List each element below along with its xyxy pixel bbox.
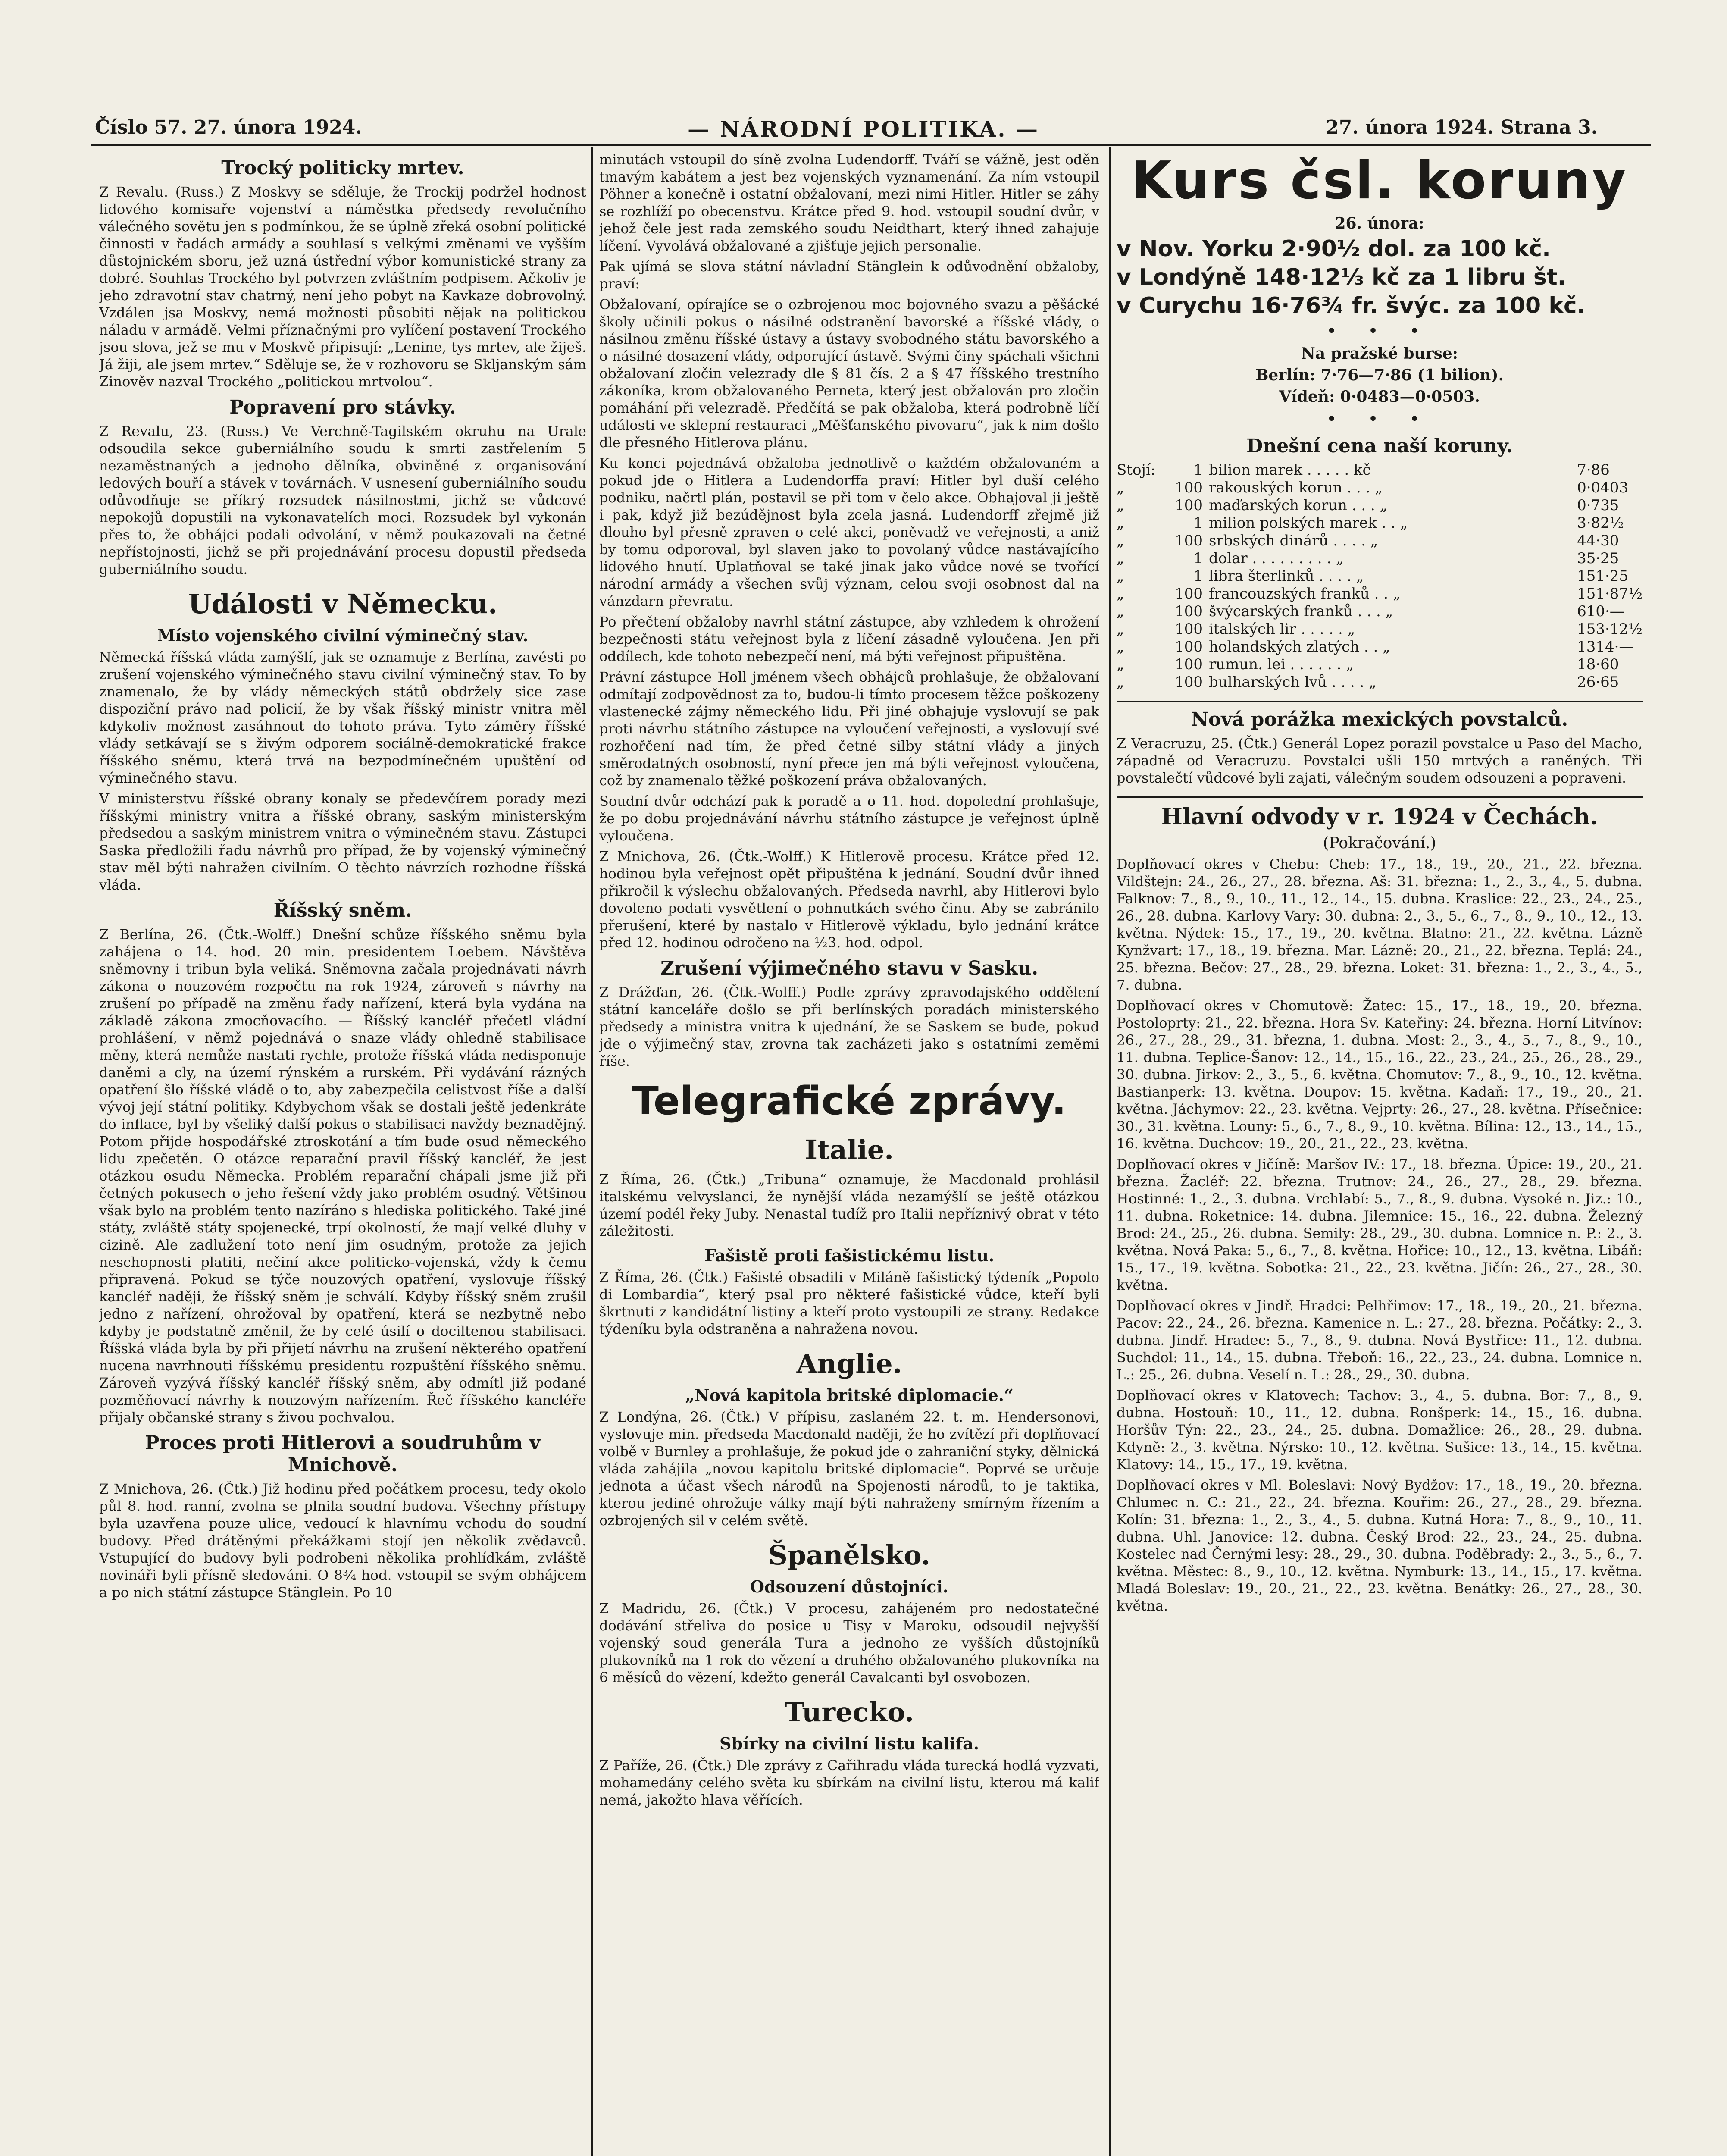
table-row [1117,532,1643,550]
rate-label: „ [1117,514,1124,532]
burse-title: Na pražské burse: [1301,345,1458,363]
rate-quantity: 100 [1175,479,1203,496]
article-body: Doplňovací okres v Klatovech: Tachov: 3., 4., 5. dubna. Bor: 7., 8., 9. dubna. Hostouň: 10., 11., 12. dubna. Ronšperk: 14., 15., 16. dubna. Horšův Týn: 22., 23., 24., 25. dubna. Domažlice: 26., 28., 29. dubna. Kdyně: 2., 3. května. Nýrsko: 10., 12. května. Sušice: 13., 14., 15. května. Klatovy: 14., 15., 17., 19. května. [1117,1387,1643,1473]
article-body: Z Paříže, 26. (Čtk.) Dle zprávy z Cařihradu vláda turecká hodlá vyzvati, mohamedány celého světa ku sbírkám na civilní listu, kterou má kalif nemá, jakožto hlava věřících. [599,1757,1099,1808]
rate-value: 1314·— [1577,638,1634,655]
article-subtitle: Sbírky na civilní listu kalifa. [719,1734,979,1753]
rate-currency: rumun. lei . . . . . . „ [1209,656,1354,673]
rate-currency: libra šterlinků . . . . „ [1209,567,1364,585]
article-body: Z Mnichova, 26. (Čtk.) Již hodinu před počátkem procesu, tedy okolo půl 8. hod. ranní, zvolna se plnila soudní budova. Všechny přístupy byla uzavřena pouze ulice, vedoucí k hlavnímu vchodu do soudní budovy. Před drátěnými překážkami stojí jen několik zvědavců. Vstupující do budovy byli podrobeni několika prohlídkám, zvláště novináři byli přísně sledováni. O 8¾ hod. vstoupil se svým obhájcem a po nich státní zástupce Stänglein. Po 10 [99,1481,586,1601]
rate-value: 151·87½ [1577,585,1643,602]
exchange-date: 26. února: [1335,214,1424,232]
header-issue: Číslo 57. 27. února 1924. [95,116,362,138]
separator-dots: • • • [1326,321,1433,341]
table-row [1117,567,1643,585]
rates-table [1117,461,1643,691]
column-2 [599,151,1099,1812]
rate-label: „ [1117,638,1124,655]
section-rule [1117,701,1643,702]
masthead-title: — NÁRODNÍ POLITIKA. — [687,116,1040,142]
rate-currency: dolar . . . . . . . . . „ [1209,550,1344,567]
rate-label: „ [1117,532,1124,549]
article-body: Doplňovací okres v Jindř. Hradci: Pelhřimov: 17., 18., 19., 20., 21. března. Pacov: 22., 24., 26. března. Kamenice n. L.: 27., 28. března. Počátky: 2., 3. dubna. Jindř. Hradec: 5., 7., 8., 9. dubna. Nová Bystřice: 11., 12. dubna. Suchdol: 11., 14., 15. dubna. Třeboň: 16., 22., 23., 24. dubna. Lomnice n. L.: 25., 26. dubna. Veselí n. L.: 28., 29., 30. dubna. [1117,1297,1643,1383]
rate-label: „ [1117,620,1124,638]
country-heading: Italie. [805,1134,894,1166]
exchange-title: Kurs čsl. koruny [1131,151,1628,211]
article-body: Z Říma, 26. (Čtk.) „Tribuna“ oznamuje, že Macdonald prohlásil italskému velvyslanci, že nynější vláda nezamýšlí se ještě otázkou území podél řeky Juby. Nenastal tudíž pro Italii nepříznivý obrat v této záležitosti. [599,1171,1099,1239]
column-3 [1117,151,1643,1618]
rate-quantity: 100 [1175,620,1203,638]
rate-quantity: 1 [1193,514,1203,532]
table-row [1117,514,1643,532]
table-row [1117,497,1643,514]
rate-label: „ [1117,479,1124,496]
table-row [1117,479,1643,497]
header-rule [91,144,1651,146]
article-body: Z Revalu, 23. (Russ.) Ve Verchně-Tagilském okruhu na Urale odsoudila sekce guberniálního soudu k smrti zastřelením 5 nezaměstnaných a jednoho dělníka, obviněné z organisování ledových bouří a stávek v továrnách. V usnesení guberniálního soudu odůvodňuje se příkrý rozsudek násilnostmi, jichž se vůdcové nepokojů dopustili na vykonavatelích moci. Rozsudek byl vykonán přes to, že obhájci podali odvolání, v němž poukazovali na četné nepřístojnosti, jichž se při projednávání procesu dopustil předseda guberniálního soudu. [99,423,586,577]
rate-currency: švýcarských franků . . . „ [1209,603,1393,620]
column-1 [99,151,586,1604]
column-divider [591,147,593,2156]
rate-label: „ [1117,603,1124,620]
rate-value: 3·82½ [1577,514,1624,532]
rate-value: 26·65 [1577,674,1619,691]
rate-value: 18·60 [1577,656,1619,673]
country-heading: Anglie. [796,1348,902,1379]
article-body: Z Madridu, 26. (Čtk.) V procesu, zahájeném pro nedostatečné dodávání střeliva do posice u Tisy v Maroku, odsoudil nejvyšší vojenský soud generála Tura a jednoho ze vyšších důstojníků plukovníků na 1 rok do vězení a druhého obžalovaného plukovníka na 6 měsíců do vězení, kdežto generál Cavalcanti byl osvobozen. [599,1600,1099,1686]
table-row [1117,656,1643,674]
article-body: Z Berlína, 26. (Čtk.-Wolff.) Dnešní schůze říšského sněmu byla zahájena o 14. hod. 20 min. presidentem Loebem. Návštěva sněmovny i tribun byla veliká. Sněmovna začala projednávati návrh zákona o nouzovém rozpočtu na rok 1924, zároveň s návrhy na zrušení po případě na změnu řady nařízení, která byla vydána na základě zákona zmocňovacího. — Říšský kancléř přečetl vládní prohlášení, v němž pojednává o snaze vlády ohledně stabilisace měny, která nemůže nastati rychle, protože říšská vláda nedisponuje daněmi a cly, na území rýnském a rurském. Při vydávání rázných opatření šlo říšské vládě o to, aby zabezpečila celistvost říše a další vývoj její státní politiky. Kdybychom však se dostali ještě jedenkráte do inflace, byl by všeliký další pokus o stabilisaci navždy beznadějný. Potom přijde hospodářské ztroskotání a tím bude osud německého lidu zpečetěn. O otázce reparační pravil říšský kancléř, že jest otázkou osudu Německa. Problém reparační chápali jsme již při četných pokusech o jeho řešení vždy jako problém osudný. Většinou však bylo na problém tento nazíráno s hlediska politického. Také jiné státy, zvláště státy spojenecké, trpí okolností, že mají velké dluhy v cizině. Ale zadlužení toto není jim osudným, protože za jejich neschopnosti platiti, nečiní akce politicko-vojenská, vždy k čemu připravená. Pokud se týče nouzových opatření, vyslovuje říšský kancléř naději, že říšský sněm je schválí. Kdyby říšský sněm zrušil jedno z nařízení, ohrožoval by opatření, která se nezbytně nebo kdyby je podstatně změnil, že by celé úsilí o dociltenou stabilisaci. Říšská vláda byla by při přijetí návrhu na zrušení některého opatření nucena navrhnouti říšskému presidentu rozpuštění říšského sněmu. Zároveň vyzývá říšský kancléř říšský sněm, aby odmítl již podané pozměňovací návrhy k nouzovým nařízením. Řeč říšského kancléře přijaly občanské strany s živou pochvalou. [99,926,586,1426]
column-divider [1109,147,1111,2156]
article-body: Doplňovací okres v Jičíně: Maršov IV.: 17., 18. března. Úpice: 19., 20., 21. března. Žacléř: 22. března. Trutnov: 24., 26., 27., 28., 29. března. Hostinné: 1., 2., 3. dubna. Vrchlabí: 5., 7., 8., 9. dubna. Vysoké n. Jiz.: 10., 11. dubna. Roketnice: 14. dubna. Jilemnice: 15., 16., 22. dubna. Železný Brod: 24., 25., 26. dubna. Semily: 28., 29., 30. dubna. Lomnice n. P.: 2., 3. května. Nová Paka: 5., 6., 7., 8. května. Hořice: 10., 12., 13. května. Libáň: 15., 17., 19. května. Sobotka: 21., 22., 23. května. Jičín: 26., 27., 28., 30. května. [1117,1156,1643,1293]
article-body: Z Mnichova, 26. (Čtk.-Wolff.) K Hitlerově procesu. Krátce před 12. hodinou byla veřejnost opět připuštěna k jednání. Soudní dvůr ihned přikročil k výslechu obžalovaných. Předseda navrhl, aby Hitlerovi bylo dovoleno podati vysvětlení o pohnutkách svého činu. Aby se zabránilo přerušení, které by nastalo v Hitlerově výkladu, bylo jednání krátce před 12. hodinou odročeno na ½3. hod. odpol. [599,848,1099,951]
rate-label: „ [1117,585,1124,602]
rate-label: „ [1117,567,1124,585]
rate-currency: bulharských lvů . . . . „ [1209,674,1377,691]
rate-value: 610·— [1577,603,1624,620]
rate-value: 44·30 [1577,532,1619,549]
table-row [1117,620,1643,638]
article-body: Z Londýna, 26. (Čtk.) V přípisu, zaslaném 22. t. m. Hendersonovi, vyslovuje min. předseda Macdonald naději, že ho zvítězí při doplňovací volbě v Burnley a prohlašuje, že pokud jde o zahraniční styky, dělnická vláda zahájila „novou kapitolu britské diplomacie“. Poprvé se určuje jednota a účast všech národů na Spojenosti národů, to je taktika, kterou jediné ohrožuje války mají býti nahraženy smírným řízením a ozbrojených sil v celém světě. [599,1409,1099,1529]
article-subtitle: Místo vojenského civilní výminečný stav. [157,626,529,645]
article-body: Doplňovací okres v Ml. Boleslavi: Nový Bydžov: 17., 18., 19., 20. března. Chlumec n. C.: 21., 22., 24. března. Kouřim: 26., 27., 28., 29. března. Kolín: 31. března: 1., 2., 3., 4., 5. dubna. Kutná Hora: 7., 8., 9., 10., 11. dubna. Uhl. Janovice: 12. dubna. Český Brod: 22., 23., 24., 25. dubna. Kostelec nad Černými lesy: 28., 29., 30. dubna. Poděbrady: 2., 3., 5., 6., 7. května. Městec: 8., 9., 10., 12. května. Nymburk: 13., 14., 15., 17. května. Mladá Boleslav: 19., 20., 21., 22., 23. května. Benátky: 26., 27., 28., 30. května. [1117,1477,1643,1614]
rate-quantity: 100 [1175,656,1203,673]
article-title: Popravení pro stávky. [229,396,456,418]
article-title: Říšský sněm. [273,899,412,921]
section-title: Události v Německu. [188,588,497,620]
rate-currency: rakouských korun . . . „ [1209,479,1383,496]
article-subtitle: „Nová kapitola britské diplomacie.“ [685,1385,1014,1405]
rate-value: 7·86 [1577,461,1610,479]
exchange-rate-ny: v Nov. Yorku 2·90½ dol. za 100 kč. [1117,236,1551,262]
article-title: Zrušení výjimečného stavu v Sasku. [660,957,1039,979]
article-subtitle: Odsouzení důstojníci. [750,1577,949,1596]
rate-label: „ [1117,497,1124,514]
rate-label: „ [1117,674,1124,691]
rate-value: 151·25 [1577,567,1629,585]
rate-currency: italských lir . . . . . „ [1209,620,1355,638]
table-row [1117,638,1643,656]
rate-currency: milion polských marek . . „ [1209,514,1408,532]
header-page: 27. února 1924. Strana 3. [1326,116,1598,138]
rate-currency: bilion marek . . . . . kč [1209,461,1371,479]
article-body: Soudní dvůr odchází pak k poradě a o 11. hod. dopolední prohlašuje, že po dobu projednávání návrhu státního zástupce je veřejnost úplně vyloučena. [599,793,1099,844]
rate-value: 0·735 [1577,497,1619,514]
article-title: Hlavní odvody v r. 1924 v Čechách. [1161,804,1598,830]
article-body: Pak ujímá se slova státní návladní Stänglein k odůvodnění obžaloby, praví: [599,258,1099,292]
article-body: Německá říšská vláda zamýšlí, jak se oznamuje z Berlína, zavésti po zrušení vojenského výminečného stavu civilní výminečný stav. To by znamenalo, že by vlády německých států obdržely sice zase dispoziční právo nad policií, že by však říšský ministr vnitra měl kdykoliv možnost zasáhnout do tohoto práva. Tyto záměry říšské vlády setkávají se s živým odporem sociálně-demokratické frakce říšského sněmu, která trvá na bezpodmínečném upuštění od výminečného stavu. [99,649,586,786]
article-body: Z Revalu. (Russ.) Z Moskvy se sděluje, že Trockij podržel hodnost lidového komisaře vojenství a náměstka předsedy revolučního válečného sovětu jen s podmínkou, že se úplně zřeká osobní politické činnosti v řadách armády a souhlasí s velkými změnami ve vyšším důstojnickém sboru, jež uzná ústřední výbor komunistické strany za dobré. Souhlas Trockého byl potvrzen zvláštním podpisem. Ačkoliv je jeho zdravotní stav chatrný, není jeho pobyt na Kavkaze dobrovolný. Vzdálen jsa Moskvy, nemá možnosti působiti nějak na politickou náladu v armádě. Velmi příznačnými pro vylíčení postavení Trockého jsou slova, jež se mu v Moskvě připisují: „Lenine, tys mrtev, ale žiješ. Já žiji, ale jsem mrtev.“ Sděluje se, že v rozhovoru se Skljanským sám Zinověv nazval Trockého „politickou mrtvolou“. [99,184,586,390]
article-body: Ku konci pojednává obžaloba jednotlivě o každém obžalovaném a pokud jde o Hitlera a Ludendorffa praví: Hitler byl duší celého podniku, načrtl plán, postavil se při tom v čelo akce. Obhajoval ji ještě i pak, když již bezúdějnost byla zcela jasná. Ludendorff zřejmě již dlouho byl přesně zpraven o celé akci, poněvadž ve veřejnosti, a aniž by tomu odporoval, byl slaven jako to povolaný vůdce nastávajícího lidového hnutí. Uplatňoval se také jinak jako vůdce nové se tvořící národní armády a všechen svůj význam, celou svoji osobnost dal na vánzdarn převratu. [599,455,1099,609]
rate-value: 35·25 [1577,550,1619,567]
country-heading: Španělsko. [768,1539,931,1571]
article-body: Doplňovací okres v Chebu: Cheb: 17., 18., 19., 20., 21., 22. března. Vildštejn: 24., 26., 27., 28. března. Aš: 31. března: 1., 2., 3., 4., 5. dubna. Falknov: 7., 8., 9., 10., 11., 12., 14., 15. dubna. Kraslice: 22., 23., 24., 25., 26., 28. dubna. Karlovy Vary: 30. dubna: 2., 3., 5., 6., 7., 8., 9., 10., 12., 13. května. Nýdek: 15., 17., 19., 20. května. Blatno: 21., 22. května. Lázně Kynžvart: 17., 18., 19. března. Mar. Lázně: 20., 21., 22. března. Teplá: 24., 25. března. Bečov: 27., 28., 29. března. Loket: 31. března: 1., 2., 3., 4., 5., 7. dubna. [1117,856,1643,993]
table-row [1117,550,1643,567]
section-rule [1117,796,1643,798]
article-subtitle: Fašistě proti fašistickému listu. [704,1246,995,1265]
article-body: Z Drážďan, 26. (Čtk.-Wolff.) Podle zprávy zpravodajského oddělení státní kanceláře došlo se při berlínských poradách ministerského předsedy a ministra vnitra k ujednání, že se Saskem se bude, pokud jde o výjimečný stav, zrovna tak zacházeti jako s ostatními zeměmi říše. [599,984,1099,1069]
separator-dots: • • • [1326,409,1433,429]
rate-quantity: 100 [1175,497,1203,514]
article-body: Z Říma, 26. (Čtk.) Fašisté obsadili v Miláně fašistický týdeník „Popolo di Lombardia“, který psal pro některé fašistické vůdce, kteří byli škrtnuti z kandidátní listiny a kteří proto vystoupili ze strany. Redakce týdeníku byla odstraněna a nahražena novou. [599,1269,1099,1337]
rate-currency: srbských dinárů . . . . „ [1209,532,1378,549]
table-row [1117,674,1643,691]
article-title: Nová porážka mexických povstalců. [1191,708,1568,730]
rate-label: Stojí: [1117,461,1156,479]
exchange-rate-zurich: v Curychu 16·76¾ fr. švýc. za 100 kč. [1117,293,1586,319]
table-row [1117,461,1643,479]
article-body: Doplňovací okres v Chomutově: Žatec: 15., 17., 18., 19., 20. března. Postoloprty: 21., 22. března. Hora Sv. Kateřiny: 24. března. Horní Litvínov: 26., 27., 28., 29., 31. března, 1. dubna. Most: 2., 3., 4., 5., 7., 8., 9., 10., 11. dubna. Teplice-Šanov: 12., 14., 15., 16., 22., 23., 24., 25., 26., 28., 29., 30. dubna. Jirkov: 2., 3., 5., 6. května. Chomutov: 7., 8., 9., 10., 12. května. Bastianperk: 13. května. Doupov: 15. května. Kadaň: 17., 19., 20., 21. května. Jáchymov: 22., 23. května. Vejprty: 26., 27., 28. května. Přísečnice: 30., 31. května. Louny: 5., 6., 7., 8., 9., 10. května. Bílina: 12., 13., 14., 15., 16. května. Duchcov: 19., 20., 21., 22., 23. května. [1117,997,1643,1152]
article-title: Trocký politicky mrtev. [221,157,464,179]
table-row [1117,585,1643,603]
continuation-note: (Pokračování.) [1323,834,1436,852]
article-title: Proces proti Hitlerovi a soudruhům v Mnichově. [145,1432,541,1476]
rate-label: „ [1117,550,1124,567]
article-body: V ministerstvu říšské obrany konaly se předevčírem porady mezi říšskými ministry vnitra a říšské obrany, saským ministerským předsedou a saským ministrem vnitra o výminečném stavu. Zástupci Saska předložili řadu návrhů pro případ, že by vojenský výminečný stav měl býti nahražen civilním. O těchto návrzích rozhodne říšská vláda. [99,790,586,893]
article-body: minutách vstoupil do síně zvolna Ludendorff. Tváří se vážně, jest oděn tmavým kabátem a jest bez vojenských vyznamenání. Za ním vstoupil Pöhner a konečně i ostatní obžalovaní, mezi nimi Hitler. Hitler se záhy se rozhlíží po obecenstvu. Krátce před 9. hod. vstoupil soudní dvůr, v jehož čele jest rada zemského soudu Neidthart, který ihned zahajuje líčení. Vyvolává obžalované a zjišťuje jejich personalie. [599,151,1099,254]
rates-title: Dnešní cena naší koruny. [1246,435,1513,457]
country-heading: Turecko. [784,1696,914,1728]
rate-value: 0·0403 [1577,479,1629,496]
rate-quantity: 100 [1175,585,1203,602]
rate-quantity: 100 [1175,532,1203,549]
rate-quantity: 1 [1193,550,1203,567]
rate-quantity: 1 [1193,461,1203,479]
rate-currency: holandských zlatých . . „ [1209,638,1390,655]
rate-currency: francouzských franků . . „ [1209,585,1401,602]
exchange-rate-london: v Londýně 148·12⅓ kč za 1 libru št. [1117,264,1566,290]
burse-berlin: Berlín: 7·76—7·86 (1 bilion). [1255,366,1504,384]
rate-currency: maďarských korun . . . „ [1209,497,1388,514]
rate-quantity: 100 [1175,674,1203,691]
burse-vienna: Vídeň: 0·0483—0·0503. [1279,388,1480,406]
rate-value: 153·12½ [1577,620,1643,638]
table-row [1117,603,1643,620]
rate-label: „ [1117,656,1124,673]
section-title: Telegrafické zprávy. [632,1078,1067,1124]
article-body: Z Veracruzu, 25. (Čtk.) Generál Lopez porazil povstalce u Paso del Macho, západně od Veracruzu. Povstalci ušli 150 mrtvých a raněných. Tři povstalečtí vůdcové byli zajati, válečným soudem odsouzeni a popraveni. [1117,735,1643,786]
rate-quantity: 100 [1175,603,1203,620]
article-body: Právní zástupce Holl jménem všech obhájců prohlašuje, že obžalovaní odmítají zodpovědnost za to, budou-li tímto procesem těžce poškozeny vlastenecké zájmy německého lidu. Při jiné obhajuje vyslovují se pak proti návrhu státního zástupce na vyloučení veřejnosti, a vyslovují své rozhořčení nad tím, že před četné silby státní vlády a jiných směrodatných osobností, nyní přece jen má býti veřejnost vyloučena, což by znamenalo těžké poškození práva obžalovaných. [599,669,1099,789]
article-body: Obžalovaní, opírajíce se o ozbrojenou moc bojovného svazu a pěšácké školy učinili pokus o násilné odstranění bavorské a říšské vlády, o násilnou změnu říšské ústavy a ústavy svobodného státu bavorského a o násilné dosazení vlády, odporující ústavě. Svými činy spáchali všichni obžalovaní zločin velezrady dle § 81 čís. 2 a § 47 říšského trestního zákoníka, krom obžalovaného Perneta, který jest obžalován pro zločin pomáhání při velezradě. Předčítá se pak obžaloba, která podrobně líčí události ve sklepní restauraci „Měšťanského pivovaru“, jak k nim došlo dle přesného Hitlerova plánu. [599,296,1099,451]
rate-quantity: 1 [1193,567,1203,585]
article-body: Po přečtení obžaloby navrhl státní zástupce, aby vzhledem k ohrožení bezpečnosti státu veřejnost byla z líčení zásadně vyloučena. Jen při oddílech, kde tohoto nebezpečí není, má býti veřejnost připuštěna. [599,614,1099,664]
rate-quantity: 100 [1175,638,1203,655]
